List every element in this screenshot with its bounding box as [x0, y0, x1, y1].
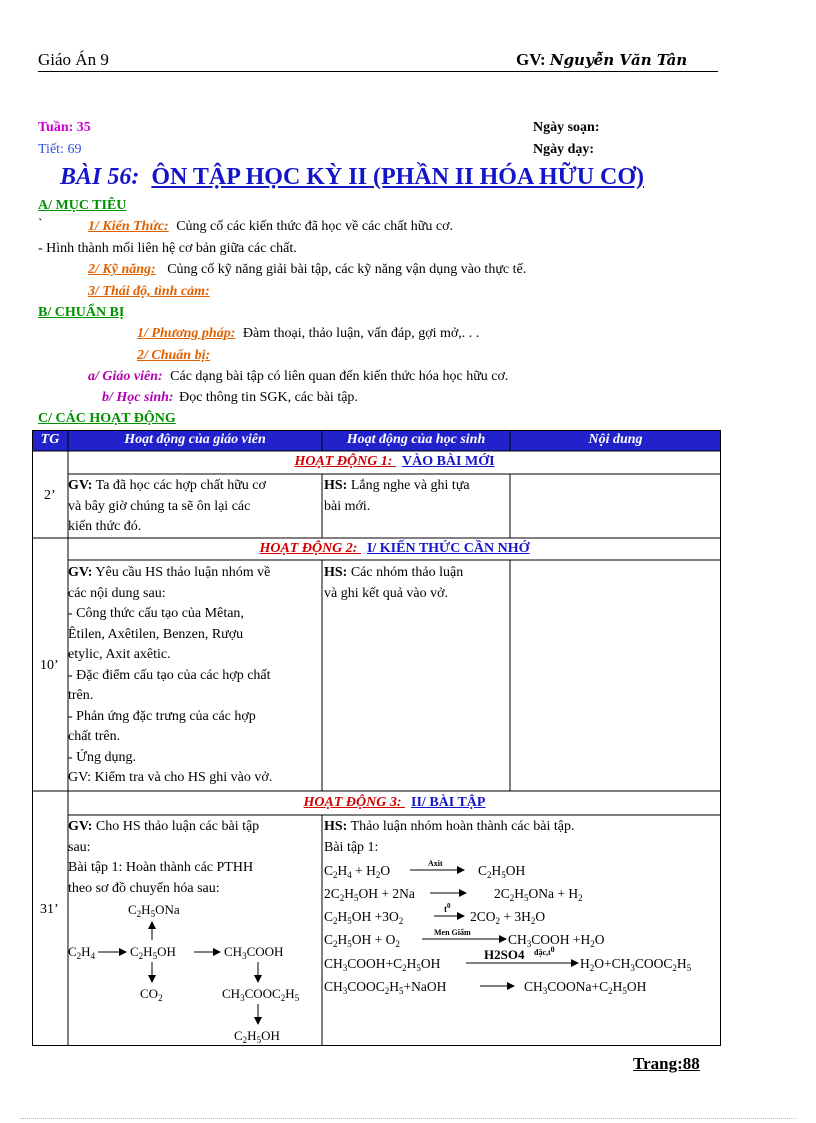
header-gv-name: Nguyễn Văn Tân: [549, 51, 688, 69]
activities-table: [32, 430, 721, 1046]
knowledge-line: [88, 219, 453, 235]
header-gv-label: GV:: [516, 50, 546, 69]
act2-hs-l2: và ghi kết quả vào vở.: [324, 585, 449, 601]
col-header-content: Nội dung: [588, 432, 643, 447]
skill-line: [88, 262, 526, 278]
week-label: Tuần: 35: [38, 120, 91, 135]
act3-gv-l3: Bài tập 1: Hoàn thành các PTHH: [68, 860, 254, 875]
act2-hs-l1: Các nhóm thảo luận: [350, 565, 464, 580]
act2-title: [68, 541, 721, 557]
cond-dac-text: đặc,t: [534, 948, 551, 957]
act1-gv-l1: Ta đã học các hợp chất hữu cơ: [95, 478, 266, 493]
svg-text:H2O+CH3COOC2H5: $H_2O+CH_3COOC_2H_5$: [580, 956, 692, 973]
col-header-teacher: Hoạt động của giáo viên: [124, 432, 266, 447]
act3-gv-l1: Cho HS thảo luận các bài tập: [95, 819, 260, 834]
section-c-heading: C/ CÁC HOẠT ĐỘNG: [38, 411, 176, 426]
scheme-co2: $CO_2$: [140, 986, 163, 1003]
act3-student: [324, 817, 719, 858]
svg-text:2C2H5OH + 2Na: $2C_2H_5OH + 2Na$: [324, 886, 415, 903]
lesson-number: BÀI 56:: [60, 164, 140, 190]
knowledge-line-2: - Hình thành mối liên hệ cơ bản giữa các chất.: [38, 241, 297, 256]
equation-5: [324, 945, 692, 973]
svg-text:2C2H5ONa + H2: $2C_2H_5ONa + H_2$: [494, 886, 583, 903]
act3-hs-label: HS:: [324, 819, 348, 834]
cond-men: Men Giấm: [434, 928, 471, 937]
conversion-scheme: [68, 900, 322, 1060]
act1-student: [324, 476, 508, 517]
act1-title-b: VÀO BÀI MỚI: [401, 454, 495, 469]
act2-gv-label: GV:: [68, 565, 93, 580]
act3-title-a: HOẠT ĐỘNG 3:: [303, 795, 402, 810]
act1-time: 2’: [44, 488, 56, 503]
act2-hs-label: HS:: [324, 565, 348, 580]
col-header-tg: TG: [40, 432, 60, 447]
act2-student: [324, 563, 508, 604]
teach-date-label: Ngày dạy:: [533, 142, 595, 157]
svg-text:C2H4 + H2O: $C_2H_4 + H_2O$: [324, 863, 391, 880]
cond-t: $t^0$: [444, 902, 451, 914]
knowledge-text: Củng cố các kiến thức đã học về các chất hữu cơ.: [176, 219, 454, 234]
cond-dac: đặc,t0: [534, 945, 555, 957]
equations: [324, 856, 720, 1006]
act1-title-a: HOẠT ĐỘNG 1:: [294, 454, 393, 469]
act3-hs-l1: Thảo luận nhóm hoàn thành các bài tập.: [350, 819, 575, 834]
cond-h2so4: H2SO4: [484, 947, 525, 962]
act3-time: 31’: [40, 902, 59, 917]
section-b-heading: B/ CHUẨN BỊ: [38, 305, 125, 320]
cond-t-text: t: [444, 904, 447, 914]
act3-hs-l2: Bài tập 1:: [324, 839, 379, 855]
equation-1: [324, 859, 526, 880]
act1-gv-label: GV:: [68, 478, 93, 493]
teacher-text: Các dạng bài tập có liên quan đến kiến thức hóa học hữu cơ.: [170, 369, 509, 384]
act2-gv-l4: Êtilen, Axêtilen, Benzen, Rượu: [68, 626, 244, 642]
cond-axit: Axit: [428, 859, 443, 868]
prep-date-label: Ngày soạn:: [533, 120, 600, 135]
act3-gv-l2: sau:: [68, 839, 91, 855]
student-line: [102, 390, 358, 406]
equation-6: [324, 979, 647, 996]
act2-gv-l5: etylic, Axit axêtic.: [68, 647, 171, 662]
bottom-dotted-line: [20, 1118, 796, 1119]
svg-text:C2H5OH +3O2: $C_2H_5OH +3O_2$: [324, 909, 404, 926]
act1-title: [68, 454, 721, 470]
scheme-c2h5oh: $C_2H_5OH$: [130, 944, 176, 961]
equation-2: [324, 886, 583, 903]
act3-title: [68, 795, 721, 811]
method-label: 1/ Phương pháp:: [137, 326, 236, 341]
header-left: Giáo Án 9: [38, 50, 109, 69]
scheme-c2h4: $C_2H_4$: [68, 944, 96, 961]
attitude-line: [88, 284, 210, 300]
equation-4: [324, 928, 605, 949]
act1-gv-l3: kiến thức đó.: [68, 519, 142, 534]
act2-gv-l7: trên.: [68, 688, 94, 703]
act2-gv-l8: - Phản ứng đặc trưng của các hợp: [68, 708, 256, 724]
knowledge-label: 1/ Kiến Thức:: [88, 219, 169, 234]
act2-time: 10’: [40, 658, 59, 673]
skill-text: Củng cố kỹ năng giải bài tập, các kỹ năng vận dụng vào thực tế.: [167, 262, 527, 277]
act2-gv-l10: - Ứng dụng.: [68, 749, 137, 765]
act1-teacher: [68, 476, 320, 538]
col-header-student: Hoạt động của học sinh: [346, 432, 486, 447]
student-text: Đọc thông tin SGK, các bài tập.: [179, 390, 358, 405]
method-text: Đàm thoại, thảo luận, vấn đáp, gợi mở,. . .: [242, 326, 480, 341]
act2-title-a: HOẠT ĐỘNG 2:: [259, 541, 358, 556]
act1-hs-l2: bài mới.: [324, 498, 371, 514]
act3-title-b: II/ BÀI TẬP: [411, 795, 486, 810]
svg-text:CH3COONa+C2H5OH: $CH_3COONa+C_2H_5OH$: [524, 979, 647, 996]
period-label: Tiết: 69: [38, 142, 82, 157]
lesson-title: [60, 164, 644, 191]
act2-gv-l11: GV: Kiểm tra và cho HS ghi vào vở.: [68, 770, 273, 785]
header-teacher: [516, 50, 687, 70]
act2-gv-l6: - Đặc điểm cấu tạo của các hợp chất: [68, 667, 271, 683]
section-a-heading: A/ MỤC TIÊU: [38, 198, 127, 213]
svg-text:CH3COOC2H5+NaOH: $CH_3COOC_2H_5+NaOH$: [324, 979, 447, 996]
svg-text:C2H5OH: $C_2H_5OH$: [478, 863, 526, 880]
teacher-label: a/ Giáo viên:: [88, 369, 163, 384]
act3-gv-l4: theo sơ đồ chuyển hóa sau:: [68, 880, 220, 896]
lesson-name: ÔN TẬP HỌC KỲ II (PHẦN II HÓA HỮU CƠ): [151, 164, 645, 190]
act2-gv-l9: chất trên.: [68, 729, 121, 744]
skill-label: 2/ Kỹ năng:: [88, 262, 156, 277]
equation-3: [324, 902, 545, 926]
attitude-label: 3/ Thái độ, tình cảm:: [88, 284, 210, 299]
svg-text:2CO2 + 3H2O: $2CO_2 + 3H_2O$: [470, 909, 546, 926]
act2-teacher: [68, 563, 320, 789]
prepare-line: [137, 348, 210, 364]
method-line: [137, 326, 479, 342]
act2-title-b: I/ KIẾN THỨC CẦN NHỚ: [366, 541, 530, 556]
act2-gv-l3: - Công thức cấu tạo của Mêtan,: [68, 606, 244, 621]
svg-text:CH3COOH +H2O: $CH_3COOH +H_2O$: [508, 932, 605, 949]
scheme-c2h5ona: $C_2H_5ONa$: [128, 902, 180, 919]
act3-teacher: [68, 817, 320, 899]
scheme-ester: $CH_3COOC_2H_5$: [222, 986, 300, 1003]
scheme-c2h5oh-2: $C_2H_5OH$: [234, 1028, 280, 1045]
act3-gv-label: GV:: [68, 819, 93, 834]
page-number: Trang:88: [633, 1054, 700, 1073]
act1-hs-label: HS:: [324, 478, 348, 493]
act2-gv-l2: các nội dung sau:: [68, 585, 166, 601]
scheme-ch3cooh: $CH_3COOH$: [224, 944, 284, 961]
header-rule: [38, 71, 718, 72]
act1-gv-l2: và bây giờ chúng ta sẽ ôn lại các: [68, 498, 251, 514]
svg-text:C2H5OH + O2: $C_2H_5OH + O_2$: [324, 932, 400, 949]
act1-hs-l1: Lắng nghe và ghi tựa: [350, 478, 470, 493]
teacher-line: [88, 369, 508, 385]
tick-mark: `: [38, 217, 43, 232]
svg-text:CH3COOH+C2H5OH: $CH_3COOH+C_2H_5OH$: [324, 956, 441, 973]
student-label: b/ Học sinh:: [102, 390, 174, 405]
prepare-label: 2/ Chuẩn bị:: [137, 348, 211, 363]
act2-gv-l1: Yêu cầu HS thảo luận nhóm về: [95, 565, 271, 580]
